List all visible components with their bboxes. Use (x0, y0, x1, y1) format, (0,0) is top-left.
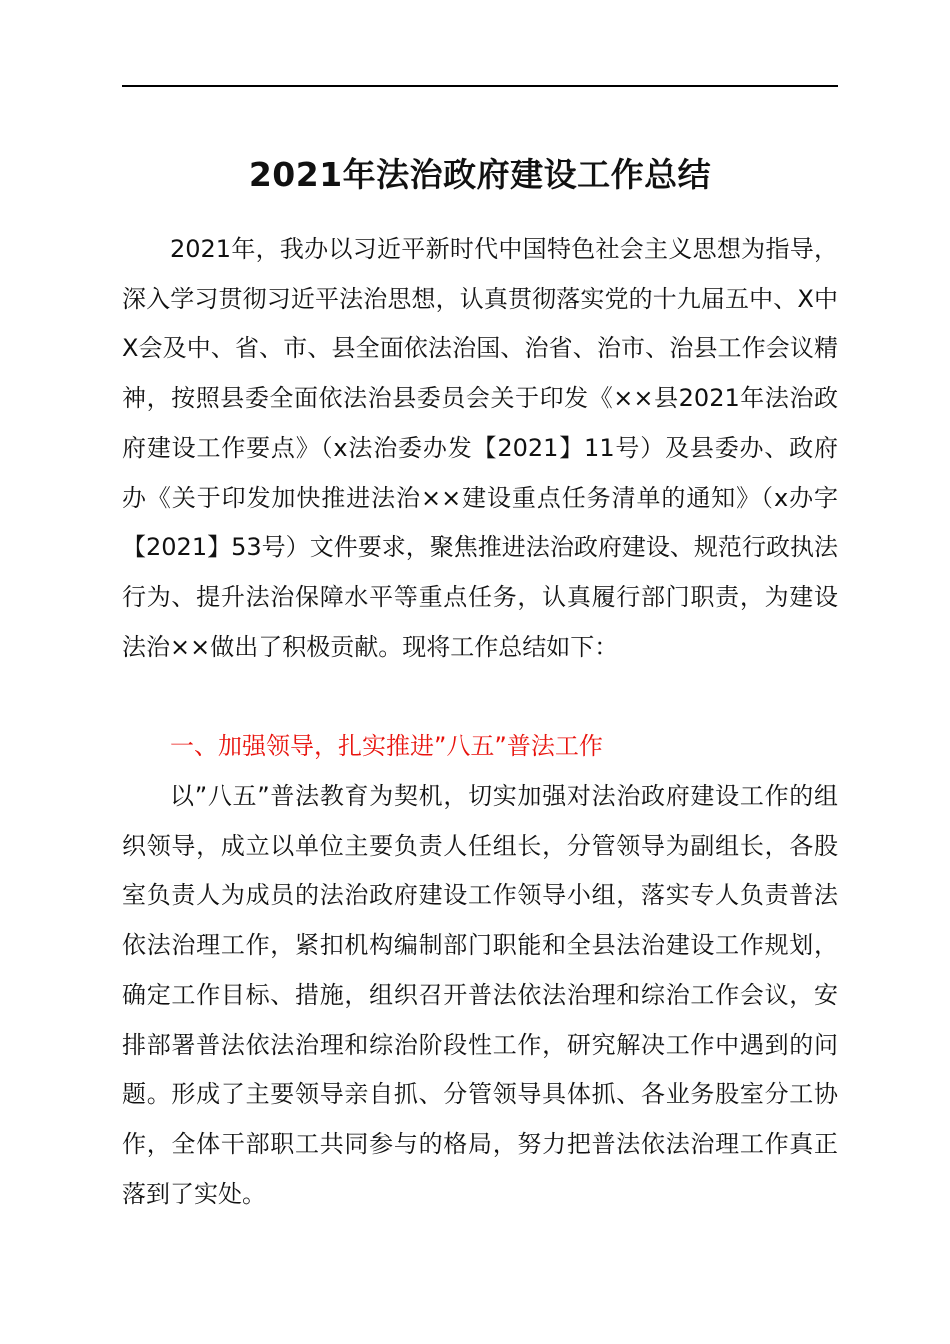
intro-paragraph: 2021年，我办以习近平新时代中国特色社会主义思想为指导，深入学习贯彻习近平法治思想，认真贯彻落实党的十九届五中、X中X会及中、省、市、县全面依法治国、治省、治市、治县工作会议精神，按照县委全面依法治县委员会关于印发《××县2021年法治政府建设工作要点》（x法治委办发【2021】11号）及县委办、政府办《关于印发加快推进法治××建设重点任务清单的通知》（x办字【2021】53号）文件要求，聚焦推进法治政府建设、规范行政执法行为、提升法治保障水平等重点任务，认真履行部门职责，为建设法治××做出了积极贡献。现将工作总结如下： (122, 235, 838, 661)
section-body-paragraph: 以”八五”普法教育为契机，切实加强对法治政府建设工作的组织领导，成立以单位主要负责人任组长，分管领导为副组长，各股室负责人为成员的法治政府建设工作领导小组，落实专人负责普法依法治理工作，紧扣机构编制部门职能和全县法治建设工作规划，确定工作目标、措施，组织召开普法依法治理和综治工作会议，安排部署普法依法治理和综治阶段性工作，研究解决工作中遇到的问题。形成了主要领导亲自抓、分管领导具体抓、各业务股室分工协作，全体干部职工共同参与的格局，努力把普法依法治理工作真正落到了实处。 (122, 782, 838, 1208)
document-title: 2021年法治政府建设工作总结 (248, 155, 712, 194)
header-rule (122, 85, 838, 87)
section-heading: 一、加强领导，扎实推进”八五”普法工作 (170, 732, 603, 760)
